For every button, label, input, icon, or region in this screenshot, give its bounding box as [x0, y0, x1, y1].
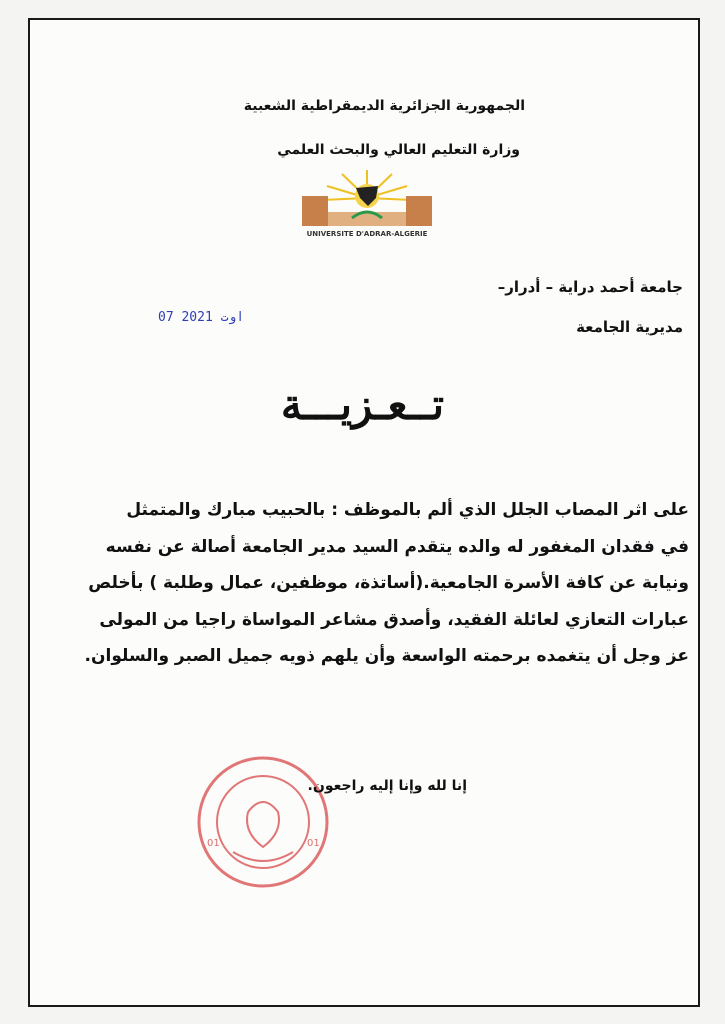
- university-name: جامعة أحمد دراية – أدرار–: [497, 278, 683, 296]
- document-title: تــعـزيـــة: [280, 380, 445, 429]
- logo-caption: UNIVERSITE D'ADRAR-ALGERIE: [306, 230, 428, 238]
- body-line: عبارات التعازي لعائلة الفقيد، وأصدق مشاعر المواساة راجيا من المولى: [99, 609, 689, 630]
- body-line: ونيابة عن كافة الأسرة الجامعية.(أساتذة، موظفين، عمال وطلبة ) بأخلص: [88, 573, 689, 593]
- condolence-body: [36, 492, 689, 675]
- svg-text:01: 01: [207, 838, 220, 849]
- body-line: عز وجل أن يتغمده برحمته الواسعة وأن يلهم ذويه جميل الصبر والسلوان.: [84, 646, 689, 666]
- university-logo-icon: [282, 168, 452, 240]
- body-line: في فقدان المغفور له والده يتقدم السيد مدير الجامعة أصالة عن نفسه: [105, 536, 689, 557]
- svg-text:01: 01: [307, 838, 320, 849]
- date-stamp: 07 اوت 2021: [158, 310, 245, 325]
- directorate-name: مديرية الجامعة: [576, 318, 683, 336]
- body-line: على اثر المصاب الجلل الذي ألم بالموظف : بالحبيب مبارك والمتمثل: [126, 500, 689, 520]
- closing-verse: إنا لله وإنا إليه راجعون.: [307, 778, 467, 794]
- republic-header: الجمهورية الجزائرية الديمقراطية الشعبية: [243, 98, 525, 114]
- university-seal-icon: [193, 752, 333, 892]
- ministry-header: وزارة التعليم العالي والبحث العلمي: [277, 142, 520, 158]
